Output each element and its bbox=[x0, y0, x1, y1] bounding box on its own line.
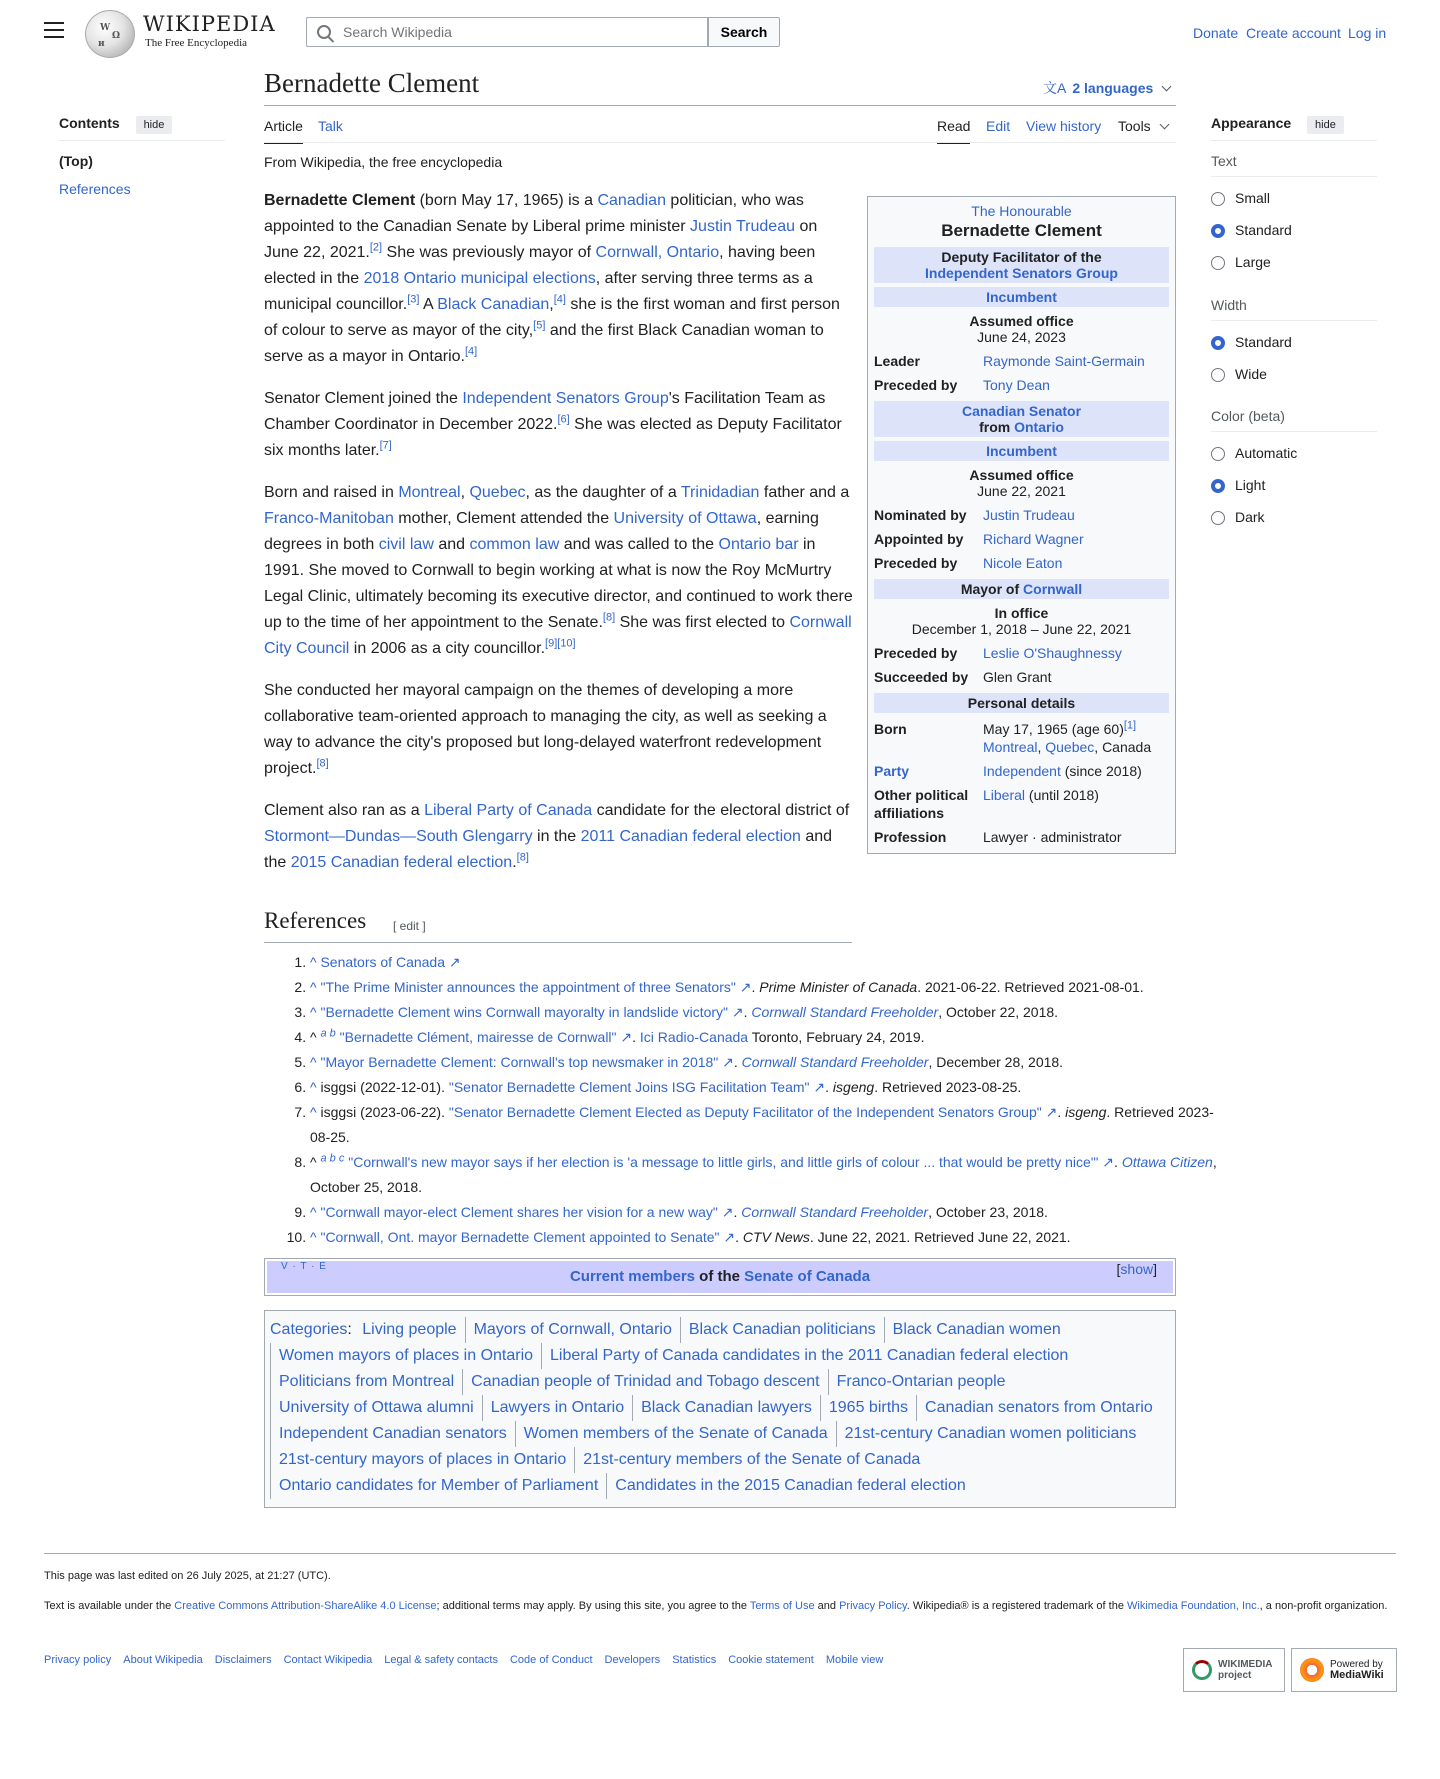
radio-light[interactable] bbox=[1211, 479, 1225, 493]
category-link[interactable]: Canadian people of Trinidad and Tobago descent bbox=[462, 1369, 827, 1395]
categories-label[interactable]: Categories bbox=[270, 1321, 348, 1338]
references-heading: References bbox=[264, 908, 367, 933]
text-large-option[interactable]: Large bbox=[1211, 254, 1271, 270]
chevron-down-icon bbox=[1162, 82, 1172, 92]
privacy-policy-link[interactable]: Privacy Policy bbox=[839, 1600, 907, 1612]
infobox-office-deputy: Deputy Facilitator of the Independent Senators Group bbox=[874, 247, 1169, 283]
link[interactable]: Cornwall, Ontario bbox=[595, 244, 720, 261]
paragraph: Born and raised in Montreal, Quebec, as the daughter of a Trinidadian father and a Franco-Manitoban mother, Clement attended the University of Ottawa, earning degrees in both civil law and common law and was called to the Ontario bar in 1991. She moved to Cornwall to begin working at what is now the Roy McMurtry Legal Clinic, ultimately becoming its executive director, and continued to work there up to the time of her appointment to the Senate.[8] She was first elected to Cornwall City Council in 2006 as a city councillor.[9][10] bbox=[264, 484, 853, 657]
appearance-header bbox=[1211, 115, 1344, 134]
site-subtitle: From Wikipedia, the free encyclopedia bbox=[264, 154, 503, 170]
reference-item: 7. ^ isggsi (2023-06-22). "Senator Bernadette Clement Elected as Deputy Facilitator of the Independent Senators Group" ↗. isgeng. Retrieved 2023-08-25. bbox=[310, 1100, 1220, 1150]
paragraph: Bernadette Clement (born May 17, 1965) is a Canadian politician, who was appointed to the Canadian Senate by Liberal prime minister Justin Trudeau on June 22, 2021.[2] She was previously mayor of Cornwall, Ontario, having been elected in the 2018 Ontario municipal elections, after serving three terms as a municipal councillor.[3] A Black Canadian,[4] she is the first woman and first person of colour to serve as mayor of the city,[5] and the first Black Canadian woman to serve as a mayor in Ontario.[4] bbox=[264, 192, 840, 365]
chevron-down-icon bbox=[1159, 120, 1169, 130]
reference-item: 3. ^ "Bernadette Clement wins Cornwall mayoralty in landslide victory" ↗. Cornwall Standard Freeholder, October 22, 2018. bbox=[310, 1000, 1220, 1025]
infobox-in-office: In office bbox=[994, 605, 1049, 621]
link[interactable]: Justin Trudeau bbox=[690, 218, 795, 235]
radio-dark[interactable] bbox=[1211, 511, 1225, 525]
category-row bbox=[270, 1343, 1167, 1369]
footer-link[interactable]: Mobile view bbox=[825, 1654, 884, 1666]
references-divider bbox=[264, 942, 852, 943]
category-link[interactable]: Women members of the Senate of Canada bbox=[515, 1421, 836, 1447]
link[interactable]: Canadian bbox=[597, 192, 666, 209]
link[interactable]: University of Ottawa bbox=[613, 510, 757, 527]
tab-read[interactable]: Read bbox=[937, 118, 970, 144]
appearance-hide-button[interactable]: hide bbox=[1307, 116, 1344, 134]
mediawiki-logo-icon bbox=[1300, 1658, 1324, 1682]
infobox-other-affiliations: Liberal (until 2018) bbox=[983, 787, 1099, 803]
radio-width-standard[interactable] bbox=[1211, 336, 1225, 350]
infobox-preceded[interactable]: Nicole Eaton bbox=[983, 555, 1063, 571]
category-link[interactable]: Independent Canadian senators bbox=[270, 1421, 515, 1447]
radio-small[interactable] bbox=[1211, 192, 1225, 206]
footer-links bbox=[44, 1654, 895, 1666]
tab-view-history[interactable]: View history bbox=[1026, 118, 1102, 134]
last-edited: This page was last edited on 26 July 2025, at 21:27 (UTC). bbox=[44, 1570, 331, 1582]
powered-by-mediawiki-badge[interactable]: Powered by MediaWiki bbox=[1291, 1648, 1397, 1692]
footer-link[interactable]: Cookie statement bbox=[728, 1654, 814, 1666]
reference-item: 10. ^ "Cornwall, Ont. mayor Bernadette Clement appointed to Senate" ↗. CTV News. June 22, 2021. Retrieved June 22, 2021. bbox=[310, 1225, 1220, 1250]
category-link[interactable]: Politicians from Montreal bbox=[270, 1369, 462, 1395]
categories-box bbox=[264, 1310, 1176, 1508]
category-row bbox=[270, 1395, 1167, 1421]
link[interactable]: Independent Senators Group bbox=[462, 390, 669, 407]
category-link[interactable]: Black Canadian women bbox=[884, 1317, 1069, 1343]
infobox-leader[interactable]: Raymonde Saint-Germain bbox=[983, 353, 1145, 369]
foundation-link[interactable]: Wikimedia Foundation, Inc. bbox=[1127, 1600, 1260, 1612]
reference-item: 4. ^ $^{a b}$ "Bernadette Clément, mairesse de Cornwall" ↗. Ici Radio-Canada Toronto, February 24, 2019. bbox=[310, 1025, 1220, 1050]
paragraph: Clement also ran as a Liberal Party of Canada candidate for the electoral district of Stormont—Dundas—South Glengarry in the 2011 Canadian federal election and the 2015 Canadian federal election.[8] bbox=[264, 802, 850, 871]
license-text: Text is available under the Creative Commons Attribution-ShareAlike 4.0 License; additional terms may apply. By using this site, you agree to the Terms of Use and Privacy Policy. Wikipedia® is a registered trademark of the Wikimedia Foundation, Inc., a non-profit organization. bbox=[44, 1600, 1388, 1612]
infobox-office-senator: Canadian Senator from Ontario bbox=[874, 401, 1169, 437]
footer-link[interactable]: Privacy policy bbox=[44, 1654, 112, 1666]
login-link[interactable]: Log in bbox=[1348, 25, 1387, 41]
toc-divider bbox=[59, 140, 225, 141]
radio-width-wide[interactable] bbox=[1211, 368, 1225, 382]
text-standard-option[interactable]: Standard bbox=[1211, 222, 1292, 238]
width-heading: Width bbox=[1211, 297, 1247, 313]
category-row bbox=[270, 1421, 1167, 1447]
search-input[interactable] bbox=[341, 23, 705, 41]
paragraph: She conducted her mayoral campaign on the themes of developing a more collaborative team-oriented approach to managing the city, as well as seeking a way to advance the city's proposed but long-delayed waterfront redevelopment project.[8] bbox=[264, 682, 827, 777]
link[interactable]: common law bbox=[469, 536, 560, 553]
link[interactable]: 2015 Canadian federal election bbox=[290, 854, 513, 871]
category-row bbox=[270, 1473, 1167, 1499]
infobox-preceded[interactable]: Leslie O'Shaughnessy bbox=[983, 645, 1122, 661]
category-link[interactable]: Women mayors of places in Ontario bbox=[270, 1343, 541, 1369]
references-list bbox=[264, 950, 1220, 1250]
search-icon bbox=[317, 25, 331, 39]
tab-article[interactable]: Article bbox=[264, 118, 303, 144]
donate-link[interactable]: Donate bbox=[1193, 25, 1239, 41]
appearance-divider bbox=[1211, 140, 1377, 141]
paragraph: Senator Clement joined the Independent Senators Group's Facilitation Team as Chamber Coordinator in December 2022.[6] She was elected as Deputy Facilitator six months later.[7] bbox=[264, 390, 842, 459]
license-link[interactable]: Creative Commons Attribution-ShareAlike 4.0 License bbox=[174, 1600, 437, 1612]
link[interactable]: Ontario bar bbox=[718, 536, 799, 553]
radio-automatic[interactable] bbox=[1211, 447, 1225, 461]
width-wide-option[interactable]: Wide bbox=[1211, 366, 1267, 382]
footer-link[interactable]: Disclaimers bbox=[214, 1654, 272, 1666]
category-link[interactable]: Franco-Ontarian people bbox=[828, 1369, 1014, 1395]
color-divider bbox=[1211, 431, 1377, 432]
link[interactable]: Black Canadian bbox=[437, 296, 550, 313]
search-button[interactable]: Search bbox=[708, 17, 780, 47]
toc-hide-button[interactable]: hide bbox=[136, 116, 173, 134]
navbox-senate-link[interactable]: Senate of Canada bbox=[744, 1268, 871, 1285]
infobox-personal-details: Personal details bbox=[874, 693, 1169, 713]
infobox-incumbent[interactable]: Incumbent bbox=[874, 287, 1169, 307]
infobox-mayor-term: December 1, 2018 – June 22, 2021 bbox=[911, 621, 1132, 637]
infobox-succeeded: Glen Grant bbox=[983, 669, 1052, 685]
link[interactable]: Cornwall City Council bbox=[264, 614, 852, 657]
category-link[interactable]: 21st-century Canadian women politicians bbox=[836, 1421, 1145, 1447]
category-link[interactable]: 21st-century mayors of places in Ontario bbox=[270, 1447, 574, 1473]
navbox-show-toggle[interactable]: show bbox=[1120, 1261, 1154, 1277]
link[interactable]: Quebec bbox=[469, 484, 526, 501]
references-edit-link[interactable]: [ edit ] bbox=[393, 919, 426, 933]
reference-item: 2. ^ "The Prime Minister announces the appointment of three Senators" ↗. Prime Minister of Canada. 2021-06-22. Retrieved 2021-08-01. bbox=[310, 975, 1220, 1000]
footer-link[interactable]: Contact Wikipedia bbox=[283, 1654, 373, 1666]
wikipedia-tagline: The Free Encyclopedia bbox=[145, 37, 248, 49]
category-link[interactable]: Liberal Party of Canada candidates in the 2011 Canadian federal election bbox=[541, 1343, 1076, 1369]
footer-link[interactable]: Legal & safety contacts bbox=[384, 1654, 498, 1666]
link[interactable]: Stormont—Dundas—South Glengarry bbox=[264, 828, 533, 845]
footer-divider bbox=[44, 1553, 1396, 1554]
link[interactable]: Franco-Manitoban bbox=[264, 510, 394, 527]
language-button[interactable]: 文A 2 languages bbox=[1043, 78, 1170, 98]
infobox-name: Bernadette Clement bbox=[941, 221, 1102, 240]
category-link[interactable]: 21st-century members of the Senate of Canada bbox=[574, 1447, 928, 1473]
infobox-nominated[interactable]: Justin Trudeau bbox=[983, 507, 1075, 523]
navbox: V · T · E Current members of the Senate of Canada [show] bbox=[264, 1258, 1176, 1296]
infobox: The Honourable Bernadette Clement Deputy Facilitator of the Independent Senators Group Incumbent Assumed office June 24, 2023 Leader Raymonde Saint-Germain Preceded by Tony Dean Canadian Senator from Ontario Incumbent Assumed office June 22, 2021 Nominated by Justin Trudeau Appointed by Richard Wagner Preceded by Nicole Eaton Mayor of Cornwall In office December 1, 2018 – June 22, 2021 Preceded by Leslie O'Shaughnessy Succeeded by Glen Grant Personal details Born May 17, 1965 (age 60)[1] Montreal, Quebec, Canada Party Independent (since 2018) Other political affiliations Liberal (until 2018) Profession Lawyer · administrator bbox=[867, 196, 1176, 854]
link[interactable]: Liberal Party of Canada bbox=[424, 802, 593, 819]
terms-link[interactable]: Terms of Use bbox=[749, 1600, 815, 1612]
radio-large[interactable] bbox=[1211, 256, 1225, 270]
create-account-link[interactable]: Create account bbox=[1246, 25, 1341, 41]
tab-talk[interactable]: Talk bbox=[318, 118, 343, 134]
link[interactable]: Trinidadian bbox=[680, 484, 760, 501]
width-divider bbox=[1211, 320, 1377, 321]
infobox-born: May 17, 1965 (age 60)[1] Montreal, Quebec, Canada bbox=[983, 719, 1152, 755]
footer-link[interactable]: Code of Conduct bbox=[509, 1654, 593, 1666]
text-small-option[interactable]: Small bbox=[1211, 190, 1270, 206]
category-link[interactable]: Black Canadian lawyers bbox=[632, 1395, 820, 1421]
text-divider bbox=[1211, 176, 1377, 177]
navbox-title-link[interactable]: Current members bbox=[569, 1268, 695, 1285]
link[interactable]: Montreal bbox=[398, 484, 461, 501]
color-light-option[interactable]: Light bbox=[1211, 477, 1265, 493]
toc-header bbox=[59, 115, 172, 134]
page-title: Bernadette Clement bbox=[264, 68, 480, 98]
category-row: Categories: Living people Mayors of Cornwall, Ontario Black Canadian politicians Black Canadian women bbox=[270, 1317, 1167, 1343]
footer-link[interactable]: Statistics bbox=[672, 1654, 717, 1666]
article-body bbox=[264, 188, 856, 892]
wikipedia-globe-logo[interactable]: W Ω и bbox=[85, 10, 135, 58]
search-field[interactable] bbox=[306, 17, 708, 47]
toc-item-top[interactable]: (Top) bbox=[59, 153, 93, 169]
navbox-vte-links[interactable]: V · T · E bbox=[281, 1261, 327, 1272]
color-dark-option[interactable]: Dark bbox=[1211, 509, 1265, 525]
category-link[interactable]: Candidates in the 2015 Canadian federal election bbox=[606, 1473, 973, 1499]
text-size-heading: Text bbox=[1211, 153, 1237, 169]
infobox-assumed-date: June 22, 2021 bbox=[977, 483, 1066, 499]
title-divider bbox=[264, 105, 1176, 106]
infobox-assumed-date: June 24, 2023 bbox=[977, 329, 1066, 345]
infobox-incumbent[interactable]: Incumbent bbox=[874, 441, 1169, 461]
infobox-office-mayor: Mayor of Cornwall bbox=[874, 579, 1169, 599]
reference-item: 5. ^ "Mayor Bernadette Clement: Cornwall's top newsmaker in 2018" ↗. Cornwall Standard Freeholder, December 28, 2018. bbox=[310, 1050, 1220, 1075]
infobox-preceded[interactable]: Tony Dean bbox=[983, 377, 1050, 393]
radio-standard[interactable] bbox=[1211, 224, 1225, 238]
category-link[interactable]: Lawyers in Ontario bbox=[482, 1395, 632, 1421]
translate-icon: 文A bbox=[1043, 80, 1067, 96]
wikimedia-logo-icon bbox=[1192, 1660, 1212, 1680]
category-link[interactable]: 1965 births bbox=[820, 1395, 916, 1421]
category-row bbox=[270, 1447, 1167, 1473]
wikipedia-wordmark[interactable]: WIKIPEDIA bbox=[143, 12, 276, 36]
reference-item: 1. ^ Senators of Canada ↗ bbox=[310, 950, 1220, 975]
width-standard-option[interactable]: Standard bbox=[1211, 334, 1292, 350]
tools-menu[interactable]: Tools bbox=[1118, 118, 1168, 134]
reference-item: 8. ^ $^{a b c}$ "Cornwall's new mayor says if her election is 'a message to little girls, and little girls of colour ... that would be pretty nice'" ↗. Ottawa Citizen, October 25, 2018. bbox=[310, 1150, 1220, 1200]
footer-link[interactable]: Developers bbox=[604, 1654, 661, 1666]
color-heading: Color (beta) bbox=[1211, 408, 1285, 424]
infobox-party: Independent (since 2018) bbox=[983, 763, 1142, 779]
footer-link[interactable]: About Wikipedia bbox=[123, 1654, 203, 1666]
appearance-title: Appearance bbox=[1211, 115, 1292, 131]
link[interactable]: 2011 Canadian federal election bbox=[580, 828, 801, 845]
toc-title: Contents bbox=[59, 115, 120, 131]
infobox-appointed[interactable]: Richard Wagner bbox=[983, 531, 1084, 547]
link[interactable]: 2018 Ontario municipal elections bbox=[363, 270, 596, 287]
reference-item: 9. ^ "Cornwall mayor-elect Clement shares her vision for a new way" ↗. Cornwall Standard Freeholder, October 23, 2018. bbox=[310, 1200, 1220, 1225]
wikimedia-project-badge[interactable]: WIKIMEDIA project bbox=[1183, 1648, 1285, 1692]
infobox-assumed: Assumed office bbox=[969, 467, 1074, 483]
toc-item-references[interactable]: References bbox=[59, 181, 131, 197]
link[interactable]: civil law bbox=[378, 536, 434, 553]
category-link[interactable]: University of Ottawa alumni bbox=[270, 1395, 482, 1421]
infobox-honorific[interactable]: The Honourable bbox=[971, 203, 1072, 219]
category-link[interactable]: Living people bbox=[362, 1321, 457, 1338]
reference-item: 6. ^ isggsi (2022-12-01). "Senator Bernadette Clement Joins ISG Facilitation Team" ↗. isgeng. Retrieved 2023-08-25. bbox=[310, 1075, 1220, 1100]
category-link[interactable]: Canadian senators from Ontario bbox=[916, 1395, 1161, 1421]
category-link[interactable]: Ontario candidates for Member of Parliament bbox=[270, 1473, 606, 1499]
tab-edit[interactable]: Edit bbox=[986, 118, 1011, 134]
tabs-divider bbox=[264, 142, 1176, 143]
category-link[interactable]: Black Canadian politicians bbox=[680, 1317, 884, 1343]
category-link[interactable]: Mayors of Cornwall, Ontario bbox=[465, 1317, 680, 1343]
color-automatic-option[interactable]: Automatic bbox=[1211, 445, 1297, 461]
infobox-assumed: Assumed office bbox=[969, 313, 1074, 329]
infobox-profession: Lawyer · administrator bbox=[983, 829, 1122, 845]
category-row bbox=[270, 1369, 1167, 1395]
main-menu-icon[interactable] bbox=[44, 22, 64, 38]
